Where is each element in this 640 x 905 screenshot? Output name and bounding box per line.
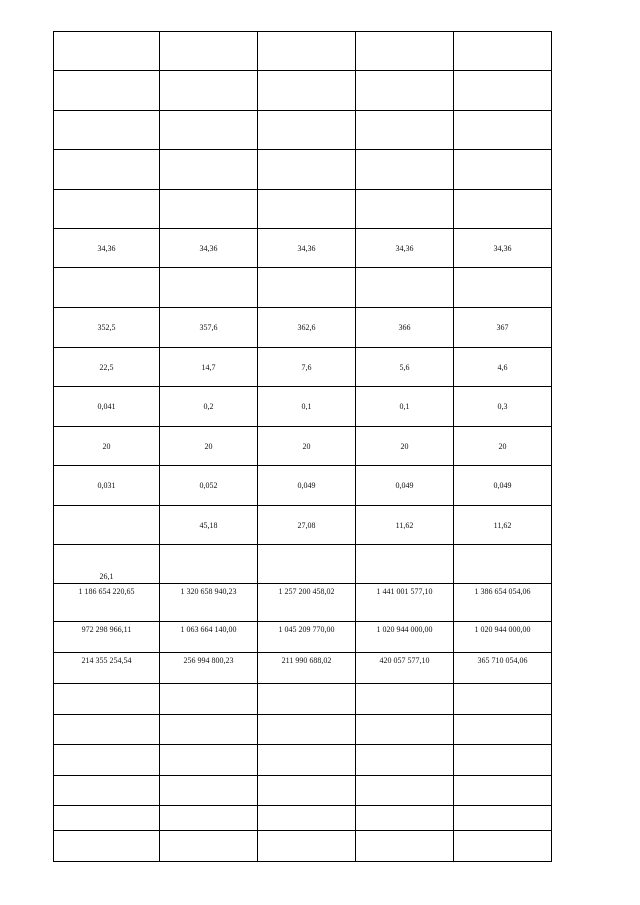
table-cell: 0,1 <box>356 387 454 427</box>
table-cell <box>160 190 258 229</box>
table-cell: 0,031 <box>54 466 160 506</box>
table-cell <box>160 745 258 776</box>
table-cell: 4,6 <box>454 348 552 387</box>
table-cell <box>54 745 160 776</box>
table-cell <box>454 190 552 229</box>
table-cell <box>258 545 356 584</box>
table-cell <box>258 32 356 71</box>
table-cell: 972 298 966,11 <box>54 622 160 653</box>
table-cell: 34,36 <box>258 229 356 268</box>
table-cell <box>356 684 454 715</box>
table-cell: 45,18 <box>160 506 258 545</box>
table-cell: 0,041 <box>54 387 160 427</box>
table-cell <box>54 715 160 745</box>
table-row <box>54 427 552 466</box>
table-cell <box>454 545 552 584</box>
table-cell: 26,1 <box>54 545 160 584</box>
table-cell <box>54 150 160 190</box>
table-row <box>54 831 552 862</box>
table-cell <box>356 545 454 584</box>
table-row <box>54 684 552 715</box>
table-cell <box>54 190 160 229</box>
table-cell <box>454 32 552 71</box>
table-row <box>54 506 552 545</box>
table-row <box>54 32 552 71</box>
table-cell: 22,5 <box>54 348 160 387</box>
table-row <box>54 190 552 229</box>
table-cell: 20 <box>258 427 356 466</box>
table-cell: 20 <box>160 427 258 466</box>
table-cell <box>54 268 160 308</box>
table-cell <box>258 715 356 745</box>
table-cell <box>160 831 258 862</box>
table-cell: 1 045 209 770,00 <box>258 622 356 653</box>
table-cell: 1 320 658 940,23 <box>160 584 258 622</box>
table-cell: 362,6 <box>258 308 356 348</box>
table-cell: 0,049 <box>454 466 552 506</box>
table-cell <box>54 71 160 111</box>
table-cell: 352,5 <box>54 308 160 348</box>
table-cell: 20 <box>454 427 552 466</box>
table-cell: 366 <box>356 308 454 348</box>
table-row <box>54 466 552 506</box>
table-cell: 1 020 944 000,00 <box>454 622 552 653</box>
table-row <box>54 150 552 190</box>
table-cell <box>54 684 160 715</box>
table-row <box>54 545 552 584</box>
table-cell: 367 <box>454 308 552 348</box>
table-cell <box>258 776 356 806</box>
table-row <box>54 308 552 348</box>
table-cell <box>160 776 258 806</box>
table-cell: 0,3 <box>454 387 552 427</box>
table-cell: 365 710 054,06 <box>454 653 552 684</box>
table-cell <box>258 190 356 229</box>
table-cell: 20 <box>54 427 160 466</box>
table-cell <box>160 545 258 584</box>
table-cell <box>160 715 258 745</box>
table-cell <box>356 715 454 745</box>
table-cell <box>356 745 454 776</box>
table-cell <box>454 150 552 190</box>
table-cell <box>258 111 356 150</box>
table-cell <box>54 506 160 545</box>
table-cell <box>356 150 454 190</box>
table-cell <box>356 776 454 806</box>
table-cell: 0,049 <box>258 466 356 506</box>
table-cell <box>356 806 454 831</box>
table-cell <box>160 684 258 715</box>
table-cell: 5,6 <box>356 348 454 387</box>
table-cell <box>258 71 356 111</box>
table-cell <box>454 71 552 111</box>
table-cell: 211 990 688,02 <box>258 653 356 684</box>
table-row <box>54 653 552 684</box>
table-cell <box>356 831 454 862</box>
table-cell <box>258 268 356 308</box>
table-cell: 0,049 <box>356 466 454 506</box>
table-row <box>54 776 552 806</box>
table-cell <box>356 190 454 229</box>
table-row <box>54 111 552 150</box>
table-cell <box>356 71 454 111</box>
table-cell: 34,36 <box>160 229 258 268</box>
table-cell <box>160 71 258 111</box>
table-cell <box>54 111 160 150</box>
table-cell <box>258 745 356 776</box>
table-cell: 1 186 654 220,65 <box>54 584 160 622</box>
table-row <box>54 622 552 653</box>
table-cell <box>454 745 552 776</box>
table-cell <box>160 268 258 308</box>
table-cell: 357,6 <box>160 308 258 348</box>
table-cell: 27,08 <box>258 506 356 545</box>
table-cell <box>454 684 552 715</box>
table-cell <box>454 268 552 308</box>
table-row <box>54 268 552 308</box>
table-cell <box>54 806 160 831</box>
table-cell <box>54 831 160 862</box>
table-cell: 0,052 <box>160 466 258 506</box>
table-cell: 0,2 <box>160 387 258 427</box>
table-cell: 11,62 <box>356 506 454 545</box>
table-row <box>54 715 552 745</box>
table-row <box>54 387 552 427</box>
table-cell <box>454 715 552 745</box>
table-cell: 420 057 577,10 <box>356 653 454 684</box>
table-cell: 1 386 654 054,06 <box>454 584 552 622</box>
table-row <box>54 584 552 622</box>
table-cell <box>258 831 356 862</box>
table-cell <box>258 806 356 831</box>
table-cell: 256 994 800,23 <box>160 653 258 684</box>
table-cell <box>160 111 258 150</box>
table-cell <box>454 111 552 150</box>
table-row <box>54 348 552 387</box>
table-cell: 11,62 <box>454 506 552 545</box>
table-cell: 34,36 <box>356 229 454 268</box>
table-cell: 7,6 <box>258 348 356 387</box>
table-cell <box>454 831 552 862</box>
table-cell: 34,36 <box>54 229 160 268</box>
table-cell <box>356 32 454 71</box>
table-cell <box>454 806 552 831</box>
table-cell <box>356 268 454 308</box>
table-row <box>54 71 552 111</box>
table-cell: 1 257 200 458,02 <box>258 584 356 622</box>
table-body <box>54 32 552 862</box>
table-cell <box>160 32 258 71</box>
table-cell <box>258 684 356 715</box>
table-row <box>54 806 552 831</box>
table-cell <box>54 776 160 806</box>
table-cell <box>454 776 552 806</box>
table-cell <box>258 150 356 190</box>
table-cell <box>54 32 160 71</box>
table-cell: 1 020 944 000,00 <box>356 622 454 653</box>
table-row <box>54 745 552 776</box>
table-cell: 34,36 <box>454 229 552 268</box>
table-cell: 214 355 254,54 <box>54 653 160 684</box>
table-cell: 14,7 <box>160 348 258 387</box>
table-cell: 0,1 <box>258 387 356 427</box>
table-cell <box>160 806 258 831</box>
table-cell <box>356 111 454 150</box>
data-table <box>53 31 552 862</box>
table-cell <box>160 150 258 190</box>
table-cell: 1 441 001 577,10 <box>356 584 454 622</box>
table-row <box>54 229 552 268</box>
table-cell: 20 <box>356 427 454 466</box>
table-cell: 1 063 664 140,00 <box>160 622 258 653</box>
